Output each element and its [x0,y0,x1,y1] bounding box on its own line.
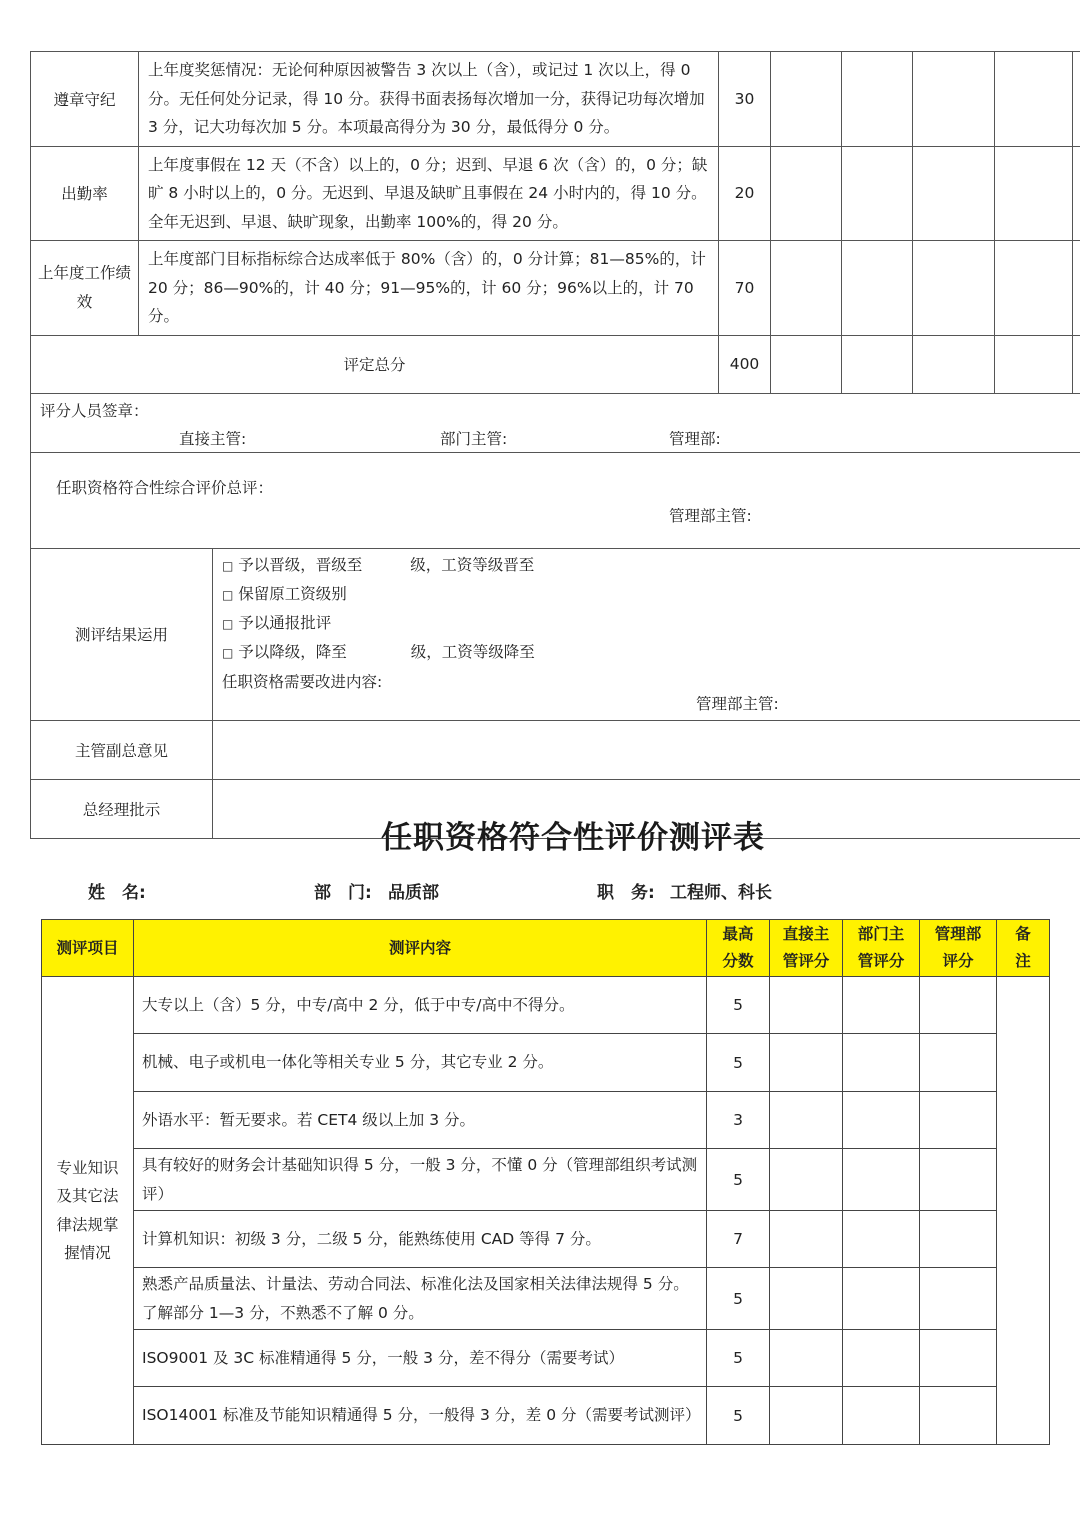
checkbox-icon[interactable]: □ [222,558,234,573]
result-usage-label: 测评结果运用 [31,549,213,720]
total-label: 评定总分 [31,335,719,393]
header-note: 备 注 [997,920,1050,977]
mgmt-score-cell[interactable] [920,1268,997,1330]
item-content: 上年度奖惩情况：无论何种原因被警告 3 次以上（含），或记过 1 次以上，得 0 分。无任何处分记录，得 10 分。获得书面表扬每次增加一分，获得记功每次增加 3 分，记大功每次加 5 分。本项最高得分为 30 分，最低得分 0 分。 [139,52,719,147]
dept-value: 品质部 [388,883,439,903]
direct-score-cell[interactable] [771,241,842,336]
direct-score-cell[interactable] [770,1330,843,1387]
checkbox-icon[interactable]: □ [222,646,234,661]
max-score: 5 [707,1268,770,1330]
header-max: 最高 分数 [707,920,770,977]
direct-score-cell[interactable] [770,1092,843,1149]
direct-score-cell[interactable] [771,146,842,241]
max-score: 7 [707,1211,770,1268]
mgmt-score-cell[interactable] [913,146,995,241]
evaluation-table-continued [30,51,1080,839]
table-row [31,241,1080,336]
dept-score-cell[interactable] [842,52,913,147]
table-row [31,52,1080,147]
option-promote[interactable]: □ 予以晋级，晋级至 级，工资等级晋至 [222,555,535,574]
name-label: 姓 名: [88,883,146,903]
overall-mgmt-signature[interactable]: 管理部主管: [669,506,752,525]
overall-evaluation-label: 任职资格符合性综合评价总评： [56,478,274,497]
dept-score-cell[interactable] [842,335,913,393]
table-row [42,977,1050,1034]
option-demote[interactable]: □ 予以降级，降至 级，工资等级降至 [222,643,535,662]
mgmt-score-cell[interactable] [920,977,997,1034]
item-content: 大专以上（含）5 分，中专/高中 2 分，低于中专/高中不得分。 [134,977,707,1034]
direct-score-cell[interactable] [770,1034,843,1092]
table-row [42,1387,1050,1445]
table-row [42,1149,1050,1211]
vp-opinion-label: 主管副总意见 [31,721,213,779]
direct-score-cell[interactable] [771,335,842,393]
mgmt-score-cell[interactable] [913,52,995,147]
item-content: 上年度部门目标指标综合达成率低于 80%（含）的，0 分计算；81—85%的，计 20 分；86—90%的，计 40 分；91—95%的，计 60 分；96%以上的，计 70 分。 [139,241,719,336]
mgmt-score-cell[interactable] [913,241,995,336]
gm-approval-label: 总经理批示 [31,780,213,838]
extra-cell[interactable] [995,52,1073,147]
header-item: 测评项目 [42,920,134,977]
max-score: 5 [707,1387,770,1445]
dept-score-cell[interactable] [843,1092,920,1149]
dept-score-cell[interactable] [843,1268,920,1330]
overall-evaluation-row [31,452,1080,548]
direct-score-cell[interactable] [770,1211,843,1268]
extra-cell[interactable] [995,146,1073,241]
extra-cell[interactable] [995,335,1073,393]
improvement-label: 任职资格需要改进内容: [222,672,383,691]
vp-opinion-row [31,720,1080,779]
mgmt-dept-signature[interactable]: 管理部: [669,429,721,448]
note-cell[interactable] [1073,335,1080,393]
header-mgmt: 管理部 评分 [920,920,997,977]
item-content: 上年度事假在 12 天（不含）以上的，0 分；迟到、早退 6 次（含）的，0 分；缺旷 8 小时以上的，0 分。无迟到、早退及缺旷且事假在 24 小时内的，得 10 分。全年无迟到、早退、缺旷现象，出勤率 100%的，得 20 分。 [139,146,719,241]
table-row [42,1211,1050,1268]
item-content: 熟悉产品质量法、计量法、劳动合同法、标准化法及国家相关法律法规得 5 分。了解部分 1—3 分，不熟悉不了解 0 分。 [134,1268,707,1330]
max-score: 5 [707,1330,770,1387]
item-label: 遵章守纪 [31,52,139,147]
dept-score-cell[interactable] [842,146,913,241]
item-label: 上年度工作绩效 [31,241,139,336]
note-cell[interactable] [1073,241,1080,336]
mgmt-score-cell[interactable] [920,1034,997,1092]
item-content: 外语水平：暂无要求。若 CET4 级以上加 3 分。 [134,1092,707,1149]
item-content: 具有较好的财务会计基础知识得 5 分，一般 3 分，不懂 0 分（管理部组织考试测评） [134,1149,707,1211]
dept-label: 部 门: [314,883,372,903]
max-score: 5 [707,1034,770,1092]
dept-score-cell[interactable] [843,1211,920,1268]
checkbox-icon[interactable]: □ [222,617,234,632]
max-score: 5 [707,977,770,1034]
extra-cell[interactable] [995,241,1073,336]
mgmt-score-cell[interactable] [920,1211,997,1268]
table-row [42,1330,1050,1387]
item-label: 出勤率 [31,146,139,241]
mgmt-score-cell[interactable] [920,1330,997,1387]
signature-heading: 评分人员签章： [40,401,149,420]
table-row [42,1092,1050,1149]
result-options [222,551,535,696]
mgmt-score-cell[interactable] [920,1149,997,1211]
item-content: 机械、电子或机电一体化等相关专业 5 分，其它专业 2 分。 [134,1034,707,1092]
option-keep[interactable]: □ 保留原工资级别 [222,584,347,603]
item-content: ISO14001 标准及节能知识精通得 5 分，一般得 3 分，差 0 分（需要考试测评） [134,1387,707,1445]
dept-score-cell[interactable] [843,1149,920,1211]
note-cell[interactable] [1073,146,1080,241]
dept-score-cell[interactable] [842,241,913,336]
dept-score-cell[interactable] [843,977,920,1034]
note-cell[interactable] [997,977,1050,1445]
evaluation-table [41,919,1050,1445]
mgmt-score-cell[interactable] [920,1387,997,1445]
header-direct: 直接主 管评分 [770,920,843,977]
max-score: 20 [719,146,771,241]
vp-opinion-field[interactable] [213,721,1051,779]
signature-row [31,393,1080,452]
result-mgmt-signature[interactable]: 管理部主管: [696,694,779,713]
max-score: 30 [719,52,771,147]
mgmt-score-cell[interactable] [920,1092,997,1149]
dept-score-cell[interactable] [843,1330,920,1387]
table-row [42,1034,1050,1092]
dept-score-cell[interactable] [843,1387,920,1445]
item-content: ISO9001 及 3C 标准精通得 5 分，一般 3 分，差不得分（需要考试） [134,1330,707,1387]
direct-score-cell[interactable] [770,977,843,1034]
note-cell[interactable] [1073,52,1080,147]
direct-manager-signature[interactable]: 直接主管: [179,429,247,448]
checkbox-icon[interactable]: □ [222,587,234,602]
max-score: 3 [707,1092,770,1149]
direct-score-cell[interactable] [770,1268,843,1330]
mgmt-score-cell[interactable] [913,335,995,393]
table-header [42,920,1050,977]
table-row [42,1268,1050,1330]
direct-score-cell[interactable] [770,1387,843,1445]
total-row [31,335,1080,393]
header-content: 测评内容 [134,920,707,977]
direct-score-cell[interactable] [770,1149,843,1211]
header-dept: 部门主 管评分 [843,920,920,977]
max-score: 70 [719,241,771,336]
position-label: 职 务: [597,883,655,903]
result-usage-row [31,548,1080,720]
dept-score-cell[interactable] [843,1034,920,1092]
max-score: 5 [707,1149,770,1211]
total-score: 400 [719,335,771,393]
item-content: 计算机知识：初级 3 分，二级 5 分，能熟练使用 CAD 等得 7 分。 [134,1211,707,1268]
position-value: 工程师、科长 [670,883,772,903]
category-label: 专业知识及其它法律法规掌握情况 [42,977,134,1445]
option-criticize[interactable]: □ 予以通报批评 [222,614,332,633]
form-title: 任职资格符合性评价测评表 [381,820,765,856]
table-row [31,146,1080,241]
direct-score-cell[interactable] [771,52,842,147]
dept-manager-signature[interactable]: 部门主管: [440,429,508,448]
